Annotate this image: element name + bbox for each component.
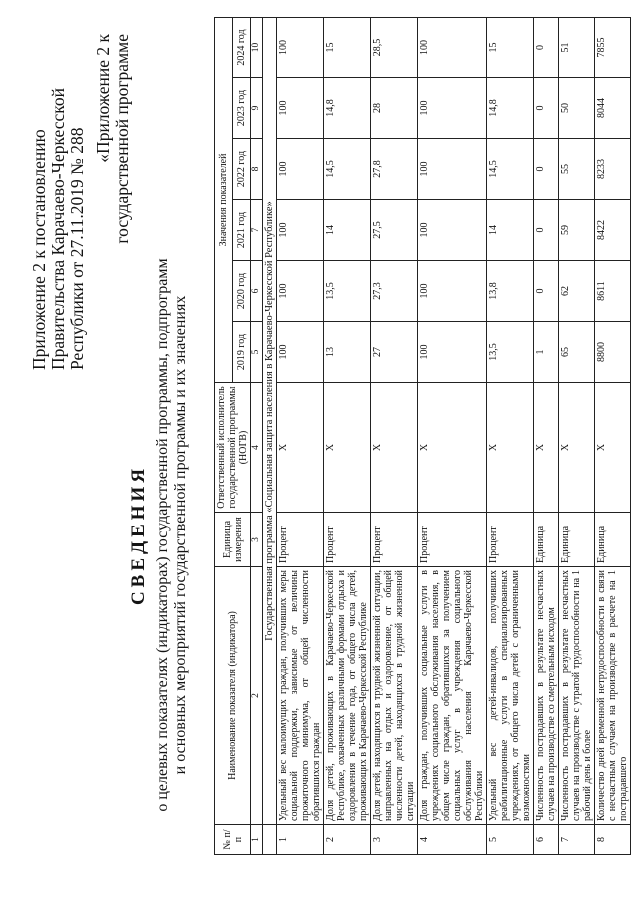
value-cell: 100 [277,261,324,322]
value-cell: 65 [559,322,595,383]
value-cell: 55 [559,139,595,200]
value-cell: 27,5 [371,200,418,261]
unit-cell: Единица [559,513,595,567]
value-cell: 13,8 [487,261,534,322]
value-cell: 1 [534,322,559,383]
value-cell: 7855 [595,17,631,77]
value-cell: 27 [371,322,418,383]
table-row [595,17,631,854]
table-row [371,17,418,854]
row-number: 6 [534,825,559,855]
value-cell: 100 [418,322,487,383]
responsible-cell: Х [371,383,418,513]
unit-cell: Процент [371,513,418,567]
column-index: 3 [251,513,263,567]
responsible-cell: Х [324,383,371,513]
header-year: 2019 год [233,322,251,383]
unit-cell: Процент [277,513,324,567]
header-name: Наименование показателя (индикатора) [215,567,251,825]
row-number: 2 [324,825,371,855]
value-cell: 28,5 [371,17,418,77]
header-year: 2022 год [233,139,251,200]
responsible-cell: Х [559,383,595,513]
value-cell: 59 [559,200,595,261]
value-cell: 8611 [595,261,631,322]
value-cell: 14,8 [487,78,534,139]
indicator-name: Доля граждан, получивших социальные услуги в учреждениях социального обслуживания населения, в общем числе граждан, обратившихся за получением социальных услуг в учреждения социального обслуживания населения Карачаево-Черкесской Республики [418,567,487,825]
value-cell: 8800 [595,322,631,383]
title-main: СВЕДЕНИЯ [128,464,149,606]
document-title [128,225,190,845]
value-cell: 27,8 [371,139,418,200]
indicators-table [214,17,631,855]
unit-cell: Единица [595,513,631,567]
header-unit: Единица измерения [215,513,251,567]
responsible-cell: Х [595,383,631,513]
unit-cell: Единица [534,513,559,567]
column-index: 10 [251,17,263,77]
value-cell: 8422 [595,200,631,261]
value-cell: 14,5 [324,139,371,200]
table-row [487,17,534,854]
value-cell: 13,5 [487,322,534,383]
column-index-row [251,17,263,854]
value-cell: 50 [559,78,595,139]
value-cell: 14,8 [324,78,371,139]
table-row [559,17,595,854]
row-number: 7 [559,825,595,855]
value-cell: 0 [534,200,559,261]
value-cell: 100 [277,200,324,261]
value-cell: 27,3 [371,261,418,322]
value-cell: 100 [418,139,487,200]
value-cell: 100 [277,17,324,77]
value-cell: 100 [418,200,487,261]
value-cell: 28 [371,78,418,139]
indicator-name: Удельный вес малоимущих граждан, получивших меры социальной поддержки, зависимые от величины прожиточного минимума, от общей численности обратившихся граждан [277,567,324,825]
value-cell: 51 [559,17,595,77]
value-cell: 8044 [595,78,631,139]
unit-cell: Процент [487,513,534,567]
table-body [277,17,631,854]
resolution-header [30,88,87,370]
program-row [263,17,277,854]
value-cell: 14,5 [487,139,534,200]
value-cell: 8233 [595,139,631,200]
value-cell: 100 [277,139,324,200]
table-row [277,17,324,854]
column-index: 1 [251,825,263,855]
table-row [418,17,487,854]
indicator-name: Доля детей, находящихся в трудной жизненной ситуации, направленных на отдых и оздоровление, от общей численности детей, находящихся в трудной жизненной ситуации [371,567,418,825]
column-index: 9 [251,78,263,139]
indicator-name: Доля детей, проживающих в Карачаево-Черкесской Республике, охваченных различными формами отдыха и оздоровления в течение года, от общего числа детей, проживающих в Карачаево-Черкесской Республике [324,567,371,825]
value-cell: 14 [487,200,534,261]
indicator-name: Численность пострадавших в результате несчастных случаев на производстве со смертельным исходом [534,567,559,825]
column-index: 8 [251,139,263,200]
column-index: 2 [251,567,263,825]
responsible-cell: Х [418,383,487,513]
header-values-group: Значения показателей [215,17,233,382]
value-cell: 100 [418,17,487,77]
title-sub-2: и основных мероприятий государственной программы и их значениях [172,295,189,775]
table-header [215,17,277,854]
column-index: 5 [251,322,263,383]
header-year: 2020 год [233,261,251,322]
value-cell: 100 [277,78,324,139]
value-cell: 14 [324,200,371,261]
value-cell: 100 [418,78,487,139]
title-sub-1: о целевых показателях (индикаторах) государственной программы, подпрограмм [154,258,171,812]
indicator-name: Удельный вес детей-инвалидов, получивших реабилитационные услуги в специализированных учреждениях, от общего числа детей с ограниченными возможностями [487,567,534,825]
header-year: 2023 год [233,78,251,139]
header-year: 2024 год [233,17,251,77]
header-line-3: Республики от 27.11.2019 № 288 [67,127,87,371]
value-cell: 100 [418,261,487,322]
program-title: Государственная программа «Социальная защита населения в Карачаево-Черкесской Республике» [263,17,277,824]
value-cell: 0 [534,139,559,200]
unit-cell: Процент [418,513,487,567]
value-cell: 100 [277,322,324,383]
row-number: 8 [595,825,631,855]
value-cell: 0 [534,17,559,77]
row-number: 5 [487,825,534,855]
value-cell: 15 [487,17,534,77]
header-responsible: Ответственный исполнитель государственной программы (НОГВ) [215,383,251,513]
row-number: 1 [277,825,324,855]
value-cell: 62 [559,261,595,322]
header-line-2: Правительства Карачаево-Черкесской [48,88,68,371]
appendix-line-2: государственной программе [112,34,132,244]
column-index: 7 [251,200,263,261]
appendix-line-1: «Приложение 2 к [93,34,113,163]
responsible-cell: Х [534,383,559,513]
row-number: 3 [371,825,418,855]
header-year: 2021 год [233,200,251,261]
table-row [534,17,559,854]
value-cell: 13 [324,322,371,383]
value-cell: 15 [324,17,371,77]
responsible-cell: Х [487,383,534,513]
value-cell: 0 [534,78,559,139]
value-cell: 0 [534,261,559,322]
column-index: 6 [251,261,263,322]
table-row [324,17,371,854]
unit-cell: Процент [324,513,371,567]
indicator-name: Численность пострадавших в результате несчастных случаев на производстве с утратой трудоспособности на 1 рабочий день и более [559,567,595,825]
appendix-header [94,34,132,244]
header-line-1: Приложение 2 к постановлению [29,129,49,371]
value-cell: 13,5 [324,261,371,322]
indicator-name: Количество дней временной нетрудоспособности в связи с несчастным случаем на производстве в расчете на 1 пострадавшего [595,567,631,825]
row-number: 4 [418,825,487,855]
header-num: № п/п [215,825,251,855]
responsible-cell: Х [277,383,324,513]
column-index: 4 [251,383,263,513]
